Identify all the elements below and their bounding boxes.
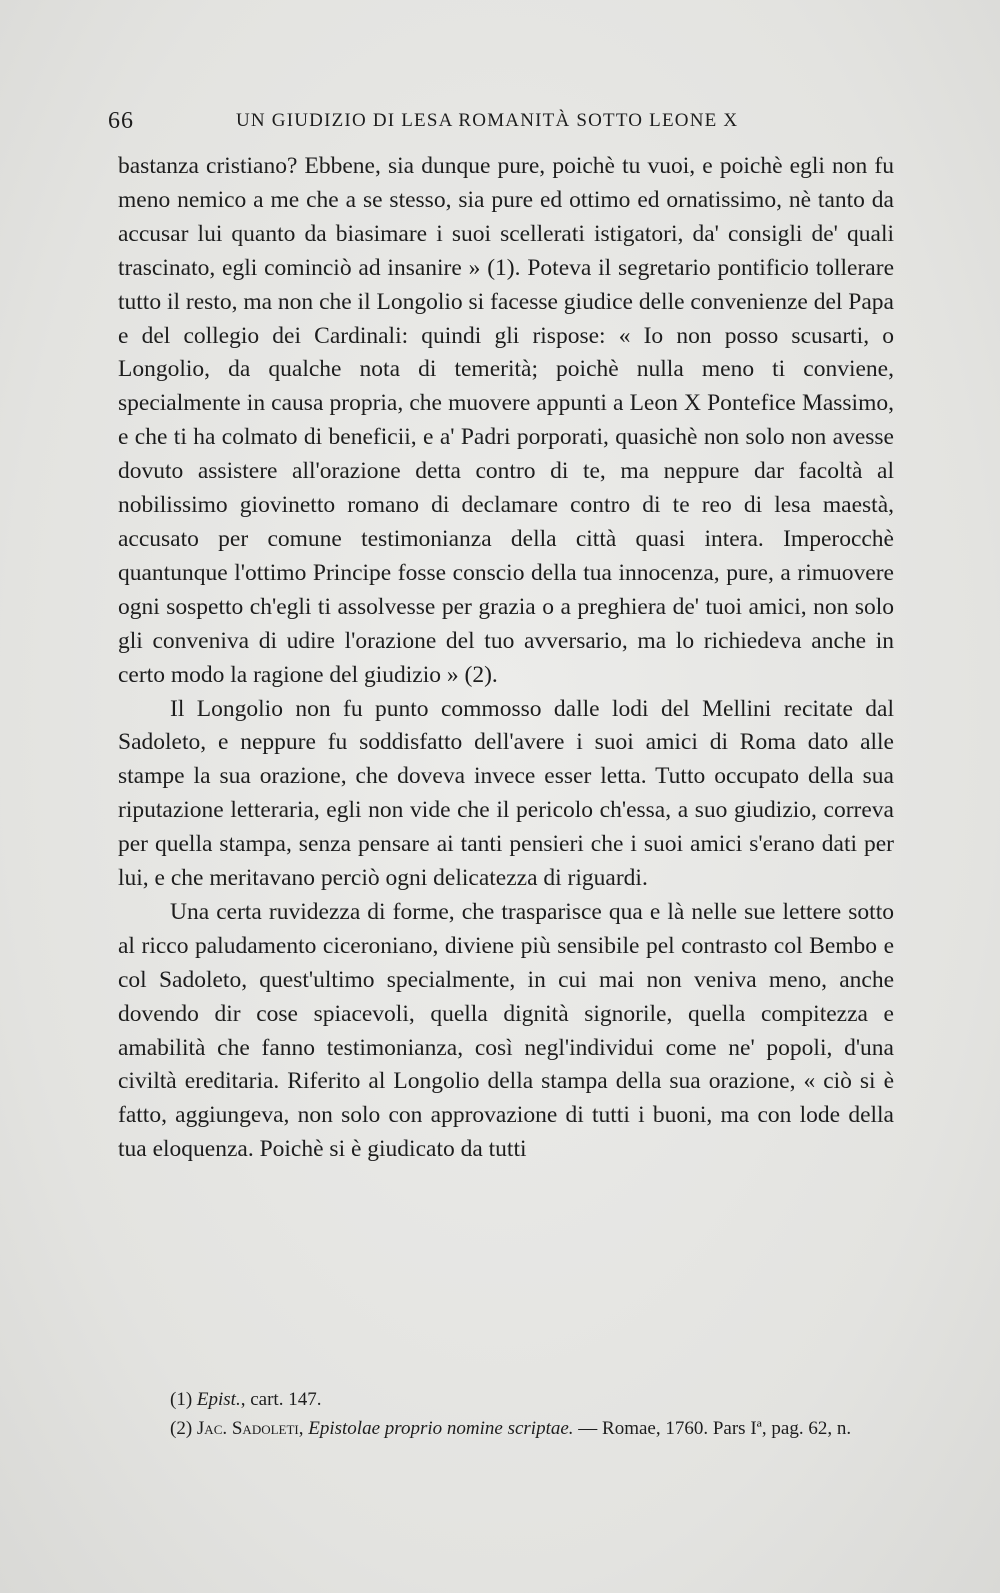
footnote-mark: (2): [170, 1418, 193, 1439]
footnotes: [118, 1385, 894, 1443]
running-title: UN GIUDIZIO DI LESA ROMANITÀ SOTTO LEONE X: [236, 110, 739, 131]
footnote-title: Epistolae proprio nomine scriptae.: [308, 1418, 574, 1439]
footnote-author: Jac. Sadoleti,: [196, 1418, 304, 1439]
footnote-2: [118, 1414, 894, 1443]
page-number: 66: [108, 108, 134, 134]
footnote-source: Epist.: [196, 1389, 241, 1410]
footnote-1: [118, 1385, 894, 1414]
footnote-mark: (1): [170, 1389, 193, 1410]
paragraph: Una certa ruvidezza di forme, che trasparisce qua e là nelle sue lettere sotto al ricco paludamento ciceroniano, diviene più sensibile pel contrasto col Bembo e col Sadoleto, quest'ultimo specialmente, in cui mai non veniva meno, anche dovendo dir cose spiacevoli, quella dignità signorile, quella compitezza e amabilità che fanno testimonianza, così negl'individui come ne' popoli, d'una civiltà ereditaria. Riferito al Longolio della stampa della sua orazione, « ciò si è fatto, aggiungeva, non solo con approvazione di tutti i buoni, ma con lode della tua eloquenza. Poichè si è giudicato da tutti: [118, 898, 894, 1163]
footnote-text: , cart. 147.: [240, 1389, 322, 1410]
page-header: [108, 100, 898, 140]
paragraph: Il Longolio non fu punto commosso dalle lodi del Mellini recitate dal Sadoleto, e neppure fu soddisfatto dell'avere i suoi amici di Roma dato alle stampe la sua orazione, che doveva invece esser letta. Tutto occupato della sua riputazione letteraria, egli non vide che il pericolo ch'essa, a suo giudizio, correva per quella stampa, senza pensare ai tanti pensieri che i suoi amici s'erano dati per lui, e che meritavano perciò ogni delicatezza di riguardi.: [118, 695, 894, 892]
body-text: [118, 150, 894, 1167]
paragraph: bastanza cristiano? Ebbene, sia dunque pure, poichè tu vuoi, e poichè egli non fu meno nemico a me che a se stesso, sia pure ed ottimo ed ornatissimo, nè tanto da accusar lui quanto da biasimare i suoi scellerati istigatori, da' consigli de' quali trascinato, egli cominciò ad insanire » (1). Poteva il segretario pontificio tollerare tutto il resto, ma non che il Longolio si facesse giudice delle convenienze del Papa e del collegio dei Cardinali: quindi gli rispose: « Io non posso scusarti, o Longolio, da qualche nota di temerità; poichè nulla meno ti conviene, specialmente in causa propria, che muovere appunti a Leon X Pontefice Massimo, e che ti ha colmato di beneficii, e a' Padri porporati, quasichè non solo non avesse dovuto assistere all'orazione detta contro di te, ma neppure dar facoltà al nobilissimo giovinetto romano di declamare contro di te reo di lesa maestà, accusato per comune testimonianza della città quasi intera. Imperocchè quantunque l'ottimo Principe fosse conscio della tua innocenza, pure, a rimuovere ogni sospetto ch'egli ti assolvesse per grazia o a preghiera de' tuoi amici, non solo gli conveniva di udire l'orazione del tuo avversario, ma lo richiedeva anche in certo modo la ragione del giudizio » (2).: [118, 153, 894, 688]
footnote-text: — Romae, 1760. Pars Iª, pag. 62, n.: [573, 1418, 852, 1439]
